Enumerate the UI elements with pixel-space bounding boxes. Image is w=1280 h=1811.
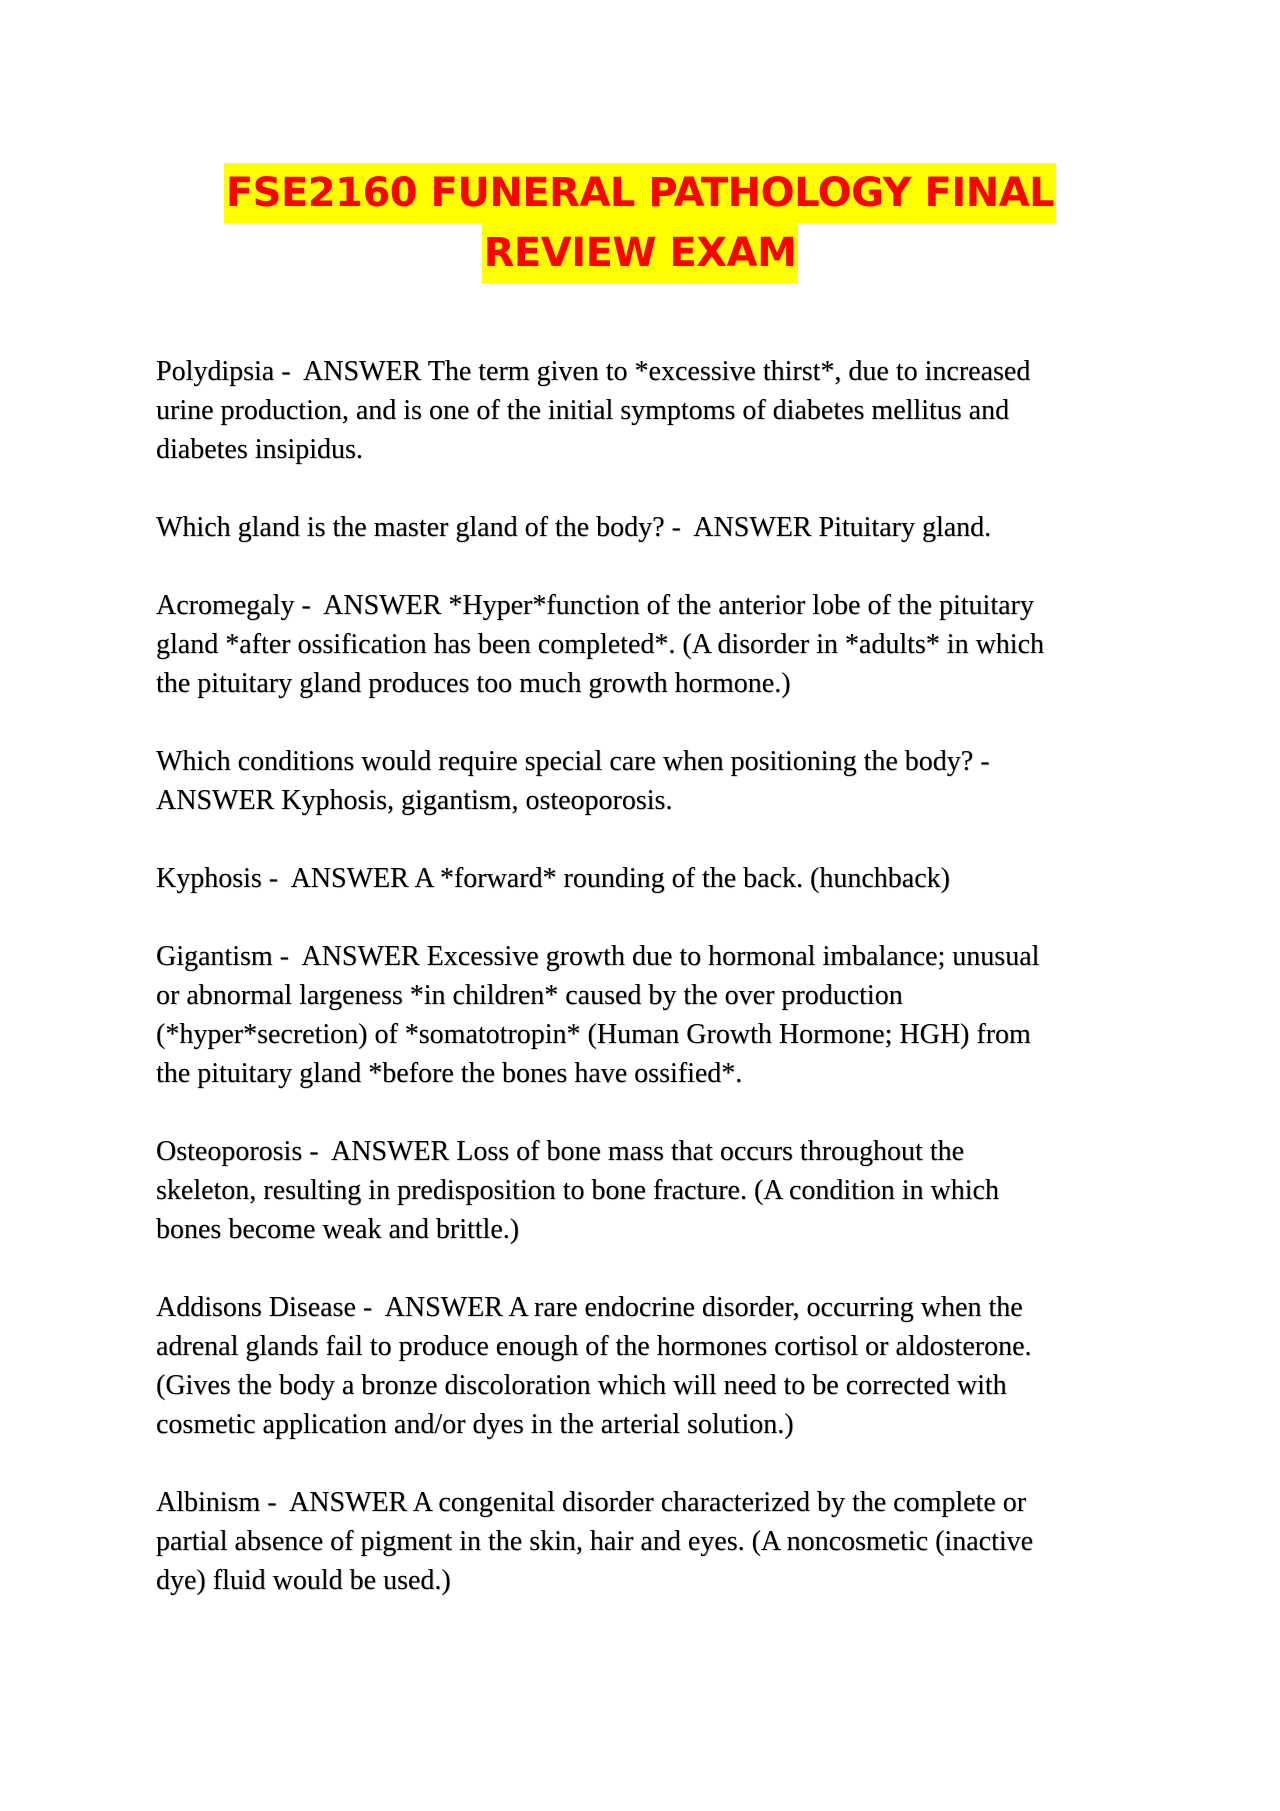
- title-line-1: FSE2160 FUNERAL PATHOLOGY FINAL: [224, 163, 1056, 223]
- qa-list: [156, 352, 1126, 1639]
- qa-entry-osteoporosis: Osteoporosis - ANSWER Loss of bone mass that occurs throughout the skeleton, resulting in predisposition to bone fracture. (A condition in which bones become weak and brittle.): [156, 1136, 999, 1245]
- qa-entry-gigantism: Gigantism - ANSWER Excessive growth due to hormonal imbalance; unusual or abnormal largeness *in children* caused by the over production (*hyper*secretion) of *somatotropin* (Human Growth Hormone; HGH) from the pituitary gland *before the bones have ossified*.: [156, 941, 1040, 1089]
- qa-entry-polydipsia: Polydipsia - ANSWER The term given to *excessive thirst*, due to increased urine production, and is one of the initial symptoms of diabetes mellitus and diabetes insipidus.: [156, 356, 1031, 465]
- qa-entry-albinism: Albinism - ANSWER A congenital disorder characterized by the complete or partial absence of pigment in the skin, hair and eyes. (A noncosmetic (inactive dye) fluid would be used.): [156, 1487, 1034, 1596]
- qa-entry-positioning: Which conditions would require special care when positioning the body? - ANSWER Kyphosis, gigantism, osteoporosis.: [156, 746, 990, 816]
- qa-entry-acromegaly: Acromegaly - ANSWER *Hyper*function of the anterior lobe of the pituitary gland *after ossification has been completed*. (A disorder in *adults* in which the pituitary gland produces too much growth hormone.): [156, 590, 1045, 699]
- qa-entry-master-gland: Which gland is the master gland of the body? - ANSWER Pituitary gland.: [156, 512, 992, 543]
- qa-entry-kyphosis: Kyphosis - ANSWER A *forward* rounding of the back. (hunchback): [156, 863, 950, 894]
- title-line-2: REVIEW EXAM: [482, 223, 799, 283]
- qa-entry-addisons: Addisons Disease - ANSWER A rare endocrine disorder, occurring when the adrenal glands fail to produce enough of the hormones cortisol or aldosterone. (Gives the body a bronze discoloration which will need to be corrected with cosmetic application and/or dyes in the arterial solution.): [156, 1292, 1032, 1440]
- document-title: [0, 163, 1280, 283]
